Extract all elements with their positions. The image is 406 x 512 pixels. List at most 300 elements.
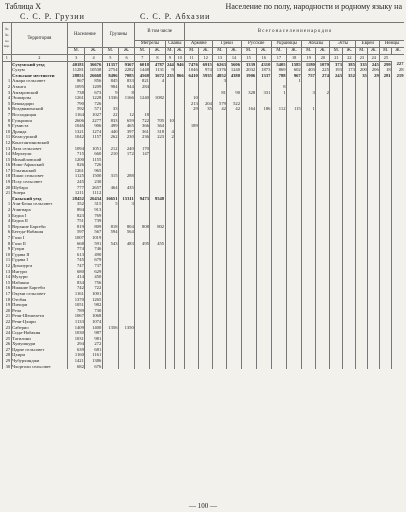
territory-name: Пшап сельсовет	[11, 173, 67, 179]
column-number: 16	[256, 55, 271, 62]
table-cell: 746	[85, 246, 102, 252]
table-cell: 809	[85, 224, 102, 230]
territory-name: Ачи-Беша сельсовет	[11, 201, 67, 207]
row-number: 28	[3, 352, 12, 358]
territory-name: Бедиа I	[11, 213, 67, 219]
table-cell: 742	[68, 285, 85, 291]
table-cell: 450	[85, 274, 102, 280]
female-col-header: Ж.	[368, 48, 380, 55]
female-col-header: Ж.	[392, 48, 404, 55]
table-cell: 1079	[316, 61, 330, 67]
table-cell: 808	[135, 224, 150, 230]
territory-name: Речи-Шешелети	[11, 313, 67, 319]
row-number: 15	[3, 280, 12, 286]
territory-name: Дихазурга	[11, 263, 67, 269]
table-cell: 172	[119, 151, 135, 157]
table-cell: 1095	[68, 84, 85, 90]
table-cell: 804	[119, 224, 135, 230]
table-cell: 679	[85, 257, 102, 263]
territory-name: Амзаровский	[11, 90, 67, 96]
table-cell: 722	[85, 285, 102, 291]
column-number: 1	[3, 55, 12, 62]
table-cell	[185, 364, 199, 370]
column-number: 6	[119, 55, 135, 62]
male-col-header: М.	[241, 48, 256, 55]
column-number: 23	[356, 55, 368, 62]
table-cell: 4568	[135, 73, 150, 79]
table-cell: 245	[368, 61, 380, 67]
territory-name: Отобая	[11, 297, 67, 303]
table-cell: 4	[150, 78, 165, 84]
table-cell: 869	[271, 67, 286, 73]
territory-name: Лата сельсовет	[11, 146, 67, 152]
row-number: 19	[3, 179, 12, 185]
table-cell: 9	[102, 90, 118, 96]
table-cell: 385	[343, 61, 356, 67]
table-cell: 366	[135, 123, 150, 129]
table-cell: 403	[302, 67, 316, 73]
female-col-header: Ж.	[256, 48, 271, 55]
table-cell: 1007	[68, 235, 85, 241]
table-cell: 6915	[199, 61, 213, 67]
table-cell: 2277	[85, 118, 102, 124]
territory-name: Дранда	[11, 129, 67, 135]
table-cell: 866	[176, 72, 184, 78]
table-cell: 1133	[68, 319, 85, 325]
table-cell: 579	[213, 101, 227, 107]
table-cell: 1274	[85, 129, 102, 135]
table-cell: 739	[85, 218, 102, 224]
col-group-header: Армяне	[185, 41, 213, 48]
table-cell: 1400	[85, 325, 102, 331]
table-cell: 2	[316, 90, 330, 96]
territory-name: Цхири	[11, 352, 67, 358]
table-cell: 3	[302, 90, 316, 96]
table-cell: 236	[135, 134, 150, 140]
table-cell: 22	[102, 112, 118, 118]
table-cell: 28851	[68, 73, 85, 79]
table-cell: 2032	[241, 67, 256, 73]
table-cell	[302, 364, 316, 370]
table-cell: 1209	[85, 84, 102, 90]
table-cell: 42	[213, 106, 227, 112]
table-cell: 15311	[119, 196, 135, 202]
row-number: 27	[3, 347, 12, 353]
table-cell: 18	[380, 67, 392, 73]
table-cell: 1161	[85, 352, 102, 358]
column-number: 4	[85, 55, 102, 62]
table-cell: 495	[135, 241, 150, 247]
table-cell: 1031	[68, 336, 85, 342]
row-number: 1	[3, 78, 12, 84]
territory-name: Гудава II	[11, 252, 67, 258]
territory-name: Сухум	[11, 67, 67, 73]
row-number: 8	[3, 241, 12, 247]
territory-name: Эшера	[11, 190, 67, 196]
table-cell: 223	[150, 134, 165, 140]
territory-name: Сельские местности	[11, 73, 67, 79]
table-cell: 833	[102, 118, 118, 124]
population-table	[2, 22, 404, 369]
table-cell: 751	[68, 218, 85, 224]
column-number: 21	[330, 55, 343, 62]
col-group-header: Евреи	[356, 41, 380, 48]
male-col-header: М.	[165, 48, 175, 55]
col-incl-header: Мегрелы	[135, 41, 165, 48]
table-cell: 1046	[68, 123, 85, 129]
territory-name: Гульрипш	[11, 118, 67, 124]
row-number: 17	[3, 168, 12, 174]
table-cell: 26434	[85, 196, 102, 202]
table-cell: 747	[68, 263, 85, 269]
table-cell: 318	[150, 129, 165, 135]
row-number: 9	[3, 123, 12, 129]
table-cell: 730	[85, 308, 102, 314]
table-cell: 230	[85, 179, 102, 185]
table-cell: 757	[302, 73, 316, 79]
table-cell: 1585	[287, 61, 302, 67]
territory-name: Келасурский	[11, 134, 67, 140]
column-number: 10	[175, 55, 185, 62]
table-cell: 1265	[85, 297, 102, 303]
territory-name: Ажара сельсовет	[11, 78, 67, 84]
table-cell: 737	[85, 263, 102, 269]
table-cell: 33	[102, 106, 118, 112]
territory-name: Мерхеули	[11, 151, 67, 157]
table-cell: 1386	[85, 358, 102, 364]
table-cell: 230	[119, 134, 135, 140]
table-cell: 147	[135, 151, 150, 157]
table-cell: 3	[119, 201, 135, 207]
table-cell: 774	[68, 246, 85, 252]
col-incl-header: Сваны	[165, 41, 185, 48]
table-cell	[241, 364, 256, 370]
table-cell: 26668	[85, 73, 102, 79]
table-cell: 629	[85, 269, 102, 275]
col-incl-header: В том числе	[135, 23, 185, 41]
table-cell: 10	[165, 118, 175, 124]
table-cell: 4	[165, 129, 175, 135]
male-col-header: М.	[68, 48, 85, 55]
row-number: 2	[3, 207, 12, 213]
female-col-header: Ж.	[175, 48, 185, 55]
table-cell: 1082	[150, 95, 165, 101]
female-col-header: Ж.	[199, 48, 213, 55]
table-cell: 726	[85, 101, 102, 107]
table-cell: 335	[356, 61, 368, 67]
table-cell: 465	[119, 123, 135, 129]
table-cell: 2	[165, 134, 175, 140]
table-cell: 204	[199, 101, 213, 107]
table-cell	[343, 364, 356, 370]
territory-name: Псху сельсовет	[11, 179, 67, 185]
territory-name: Бегеда-Набакия	[11, 229, 67, 235]
row-number: 8	[3, 118, 12, 124]
table-cell: 1180	[302, 61, 316, 67]
table-cell: 352	[343, 73, 356, 79]
table-cell: 1	[302, 106, 316, 112]
table-cell	[227, 364, 241, 370]
row-number: 16	[3, 285, 12, 291]
table-cell: 7476	[185, 61, 199, 67]
row-number: 2	[3, 84, 12, 90]
table-cell: 9473	[135, 196, 150, 202]
territory-name: Чхортоли сельсовет	[11, 364, 67, 370]
table-cell: 681	[85, 347, 102, 353]
table-cell	[368, 364, 380, 370]
table-cell: 602	[287, 67, 302, 73]
table-cell: 1376	[213, 67, 227, 73]
male-col-header: М.	[380, 48, 392, 55]
row-number: 4	[3, 95, 12, 101]
row-number: 18	[3, 297, 12, 303]
table-cell: 262	[102, 134, 118, 140]
territory-name: Верхние Баргеби	[11, 224, 67, 230]
table-cell: 173	[343, 67, 356, 73]
male-col-header: М.	[356, 48, 368, 55]
table-cell: 9367	[119, 61, 135, 67]
table-cell: 906	[85, 123, 102, 129]
row-number: 30	[3, 364, 12, 370]
female-col-header: Ж.	[119, 48, 135, 55]
column-number: 2	[11, 55, 67, 62]
territory-name: Сухумский уезд	[11, 61, 67, 67]
table-cell: 11281	[68, 67, 85, 73]
territory-name: Речи-Цхири	[11, 319, 67, 325]
table-cell: 5	[102, 201, 118, 207]
row-number: 10	[3, 129, 12, 135]
table-cell: 1350	[119, 325, 135, 331]
table-cell: 1166	[119, 95, 135, 101]
table-cell: 5405	[271, 61, 286, 67]
table-cell: 8	[119, 90, 135, 96]
row-number: 11	[3, 257, 12, 263]
table-cell	[330, 364, 343, 370]
male-col-header: М.	[271, 48, 286, 55]
female-col-header: Ж.	[343, 48, 356, 55]
table-cell: 272	[85, 341, 102, 347]
table-cell: 1240	[227, 67, 241, 73]
row-number: 29	[3, 358, 12, 364]
table-cell: 819	[68, 224, 85, 230]
table-cell: 1019	[85, 235, 102, 241]
table-cell	[316, 364, 330, 370]
table-cell: 5935	[199, 73, 213, 79]
table-cell: 790	[68, 101, 85, 107]
row-number: 5	[3, 101, 12, 107]
column-number: 12	[199, 55, 213, 62]
table-cell: 1448	[135, 67, 150, 73]
territory-name: Эшпарлы	[11, 95, 67, 101]
territory-name: Воздвиженский	[11, 106, 67, 112]
territory-name: Гумиста	[11, 123, 67, 129]
table-cell: 673	[85, 90, 102, 96]
table-cell: 592	[68, 106, 85, 112]
column-number: 18	[287, 55, 302, 62]
row-number: 13	[3, 146, 12, 152]
row-number: 1	[3, 201, 12, 207]
table-cell: 164	[241, 106, 256, 112]
table-cell: 10538	[85, 67, 102, 73]
table-cell: 594	[102, 229, 118, 235]
table-cell: 219	[392, 73, 404, 79]
table-cell: 7085	[119, 73, 135, 79]
row-number: 5	[3, 224, 12, 230]
row-number: 20	[3, 308, 12, 314]
table-cell: 36676	[85, 61, 102, 67]
table-cell: 984	[102, 84, 118, 90]
table-cell	[256, 364, 271, 370]
table-cell: 833	[119, 78, 135, 84]
row-number: 6	[3, 229, 12, 235]
row-number: 22	[3, 319, 12, 325]
table-cell: 35	[356, 73, 368, 79]
female-col-header: Ж.	[150, 48, 165, 55]
table-cell: 288	[119, 173, 135, 179]
table-cell: 284	[135, 84, 150, 90]
table-cell: 499	[102, 123, 118, 129]
table-cell: 867	[68, 78, 85, 84]
table-cell	[199, 364, 213, 370]
table-cell: 12	[119, 112, 135, 118]
territory-name: Пичори	[11, 302, 67, 308]
table-cell: 726	[85, 162, 102, 168]
table-cell: 373	[330, 61, 343, 67]
territory-name: Шубара	[11, 185, 67, 191]
table-cell: 10	[185, 95, 199, 101]
table-cell: 4380	[227, 73, 241, 79]
table-cell: 274	[316, 73, 330, 79]
col-group-header: Русские	[241, 41, 271, 48]
table-cell: 4852	[213, 73, 227, 79]
table-cell: 4787	[150, 61, 165, 67]
republic-label: С. С. Р. Грузии	[20, 12, 85, 21]
col-group-header: Абхазы	[302, 41, 330, 48]
table-cell: 660	[85, 151, 102, 157]
table-cell: 186	[256, 106, 271, 112]
table-cell: 1051	[85, 146, 102, 152]
table-cell: 28452	[68, 196, 85, 202]
table-cell: 170	[135, 146, 150, 152]
table-row	[3, 364, 405, 370]
table-cell: 1337	[256, 73, 271, 79]
column-number-row	[3, 55, 405, 62]
table-cell: 1160	[68, 352, 85, 358]
table-body	[3, 55, 405, 370]
col-group-header: Украинцы	[271, 41, 301, 48]
table-cell: 8496	[102, 73, 118, 79]
table-cell: 1200	[68, 157, 85, 163]
column-number: 5	[102, 55, 118, 62]
table-cell: 564	[119, 229, 135, 235]
table-cell: 1906	[241, 73, 256, 79]
table-cell: 834	[68, 280, 85, 286]
row-number: 19	[3, 302, 12, 308]
table-cell: 769	[85, 213, 102, 219]
column-number: 7	[135, 55, 150, 62]
table-cell: 965	[85, 168, 102, 174]
table-cell: 361	[135, 129, 150, 135]
table-cell: 1370	[68, 297, 85, 303]
table-cell: 913	[85, 207, 102, 213]
table-cell: 18	[135, 112, 150, 118]
table-cell	[150, 364, 165, 370]
table-cell: 944	[119, 84, 135, 90]
table-cell: 90	[227, 90, 241, 96]
territory-name: Тагилони	[11, 336, 67, 342]
table-cell: 1500	[85, 173, 102, 179]
table-cell: 856	[85, 78, 102, 84]
column-number: 3	[68, 55, 85, 62]
table-cell: 352	[68, 201, 85, 207]
territory-name: Гудава I	[11, 257, 67, 263]
table-cell	[102, 364, 118, 370]
table-cell: 240	[119, 146, 135, 152]
table-cell	[213, 364, 227, 370]
table-cell: 331	[256, 90, 271, 96]
table-cell: 1261	[68, 95, 85, 101]
table-cell: 1	[287, 78, 302, 84]
table-cell: 1030	[68, 330, 85, 336]
table-cell: 522	[227, 101, 241, 107]
table-cell: 189	[185, 123, 199, 129]
female-col-header: Ж.	[227, 48, 241, 55]
table-cell: 1068	[85, 313, 102, 319]
territory-name: Бедиа II	[11, 218, 67, 224]
territory-name: Чубурхинджи	[11, 358, 67, 364]
male-col-header: М.	[302, 48, 316, 55]
table-cell: 567	[85, 229, 102, 235]
table-cell: 1873	[256, 67, 271, 73]
table-cell: 9	[165, 67, 175, 73]
column-number: 13	[213, 55, 227, 62]
table-cell: 483	[119, 241, 135, 247]
table-cell: 9548	[150, 196, 165, 202]
ethnicity-group-header: В с е г о н а с е л е н и е н а р о д н о	[185, 23, 404, 41]
table-cell: 29	[185, 106, 199, 112]
header-row	[3, 23, 405, 41]
table-cell: 2754	[102, 67, 118, 73]
col-group-header: Грузины	[102, 23, 135, 48]
territory-name: Бешкадари	[11, 101, 67, 107]
table-cell: 715	[68, 151, 85, 157]
table-cell: 818	[102, 224, 118, 230]
table-cell: 212	[102, 146, 118, 152]
table-cell: 571	[85, 106, 102, 112]
table-cell: 676	[85, 364, 102, 370]
territory-name: Реча	[11, 308, 67, 314]
table-cell: 1094	[68, 146, 85, 152]
table-cell: 738	[68, 90, 85, 96]
territory-name: Константиновский	[11, 140, 67, 146]
territory-name: Гальский уезд	[11, 196, 67, 202]
row-number: 11	[3, 134, 12, 140]
row-number: 25	[3, 336, 12, 342]
table-cell: 788	[271, 73, 286, 79]
table-cell: 397	[119, 129, 135, 135]
table-cell: 328	[241, 90, 256, 96]
row-number: 4	[3, 218, 12, 224]
table-cell: 1161	[68, 291, 85, 297]
female-col-header: Ж.	[316, 48, 330, 55]
table-cell: 826	[68, 162, 85, 168]
table-cell: 42	[227, 106, 241, 112]
row-number: 24	[3, 330, 12, 336]
table-cell: 435	[119, 185, 135, 191]
territory-name: Окуми сельсовет	[11, 291, 67, 297]
territory-name: Ингури	[11, 269, 67, 275]
table-cell: 200	[356, 67, 368, 73]
